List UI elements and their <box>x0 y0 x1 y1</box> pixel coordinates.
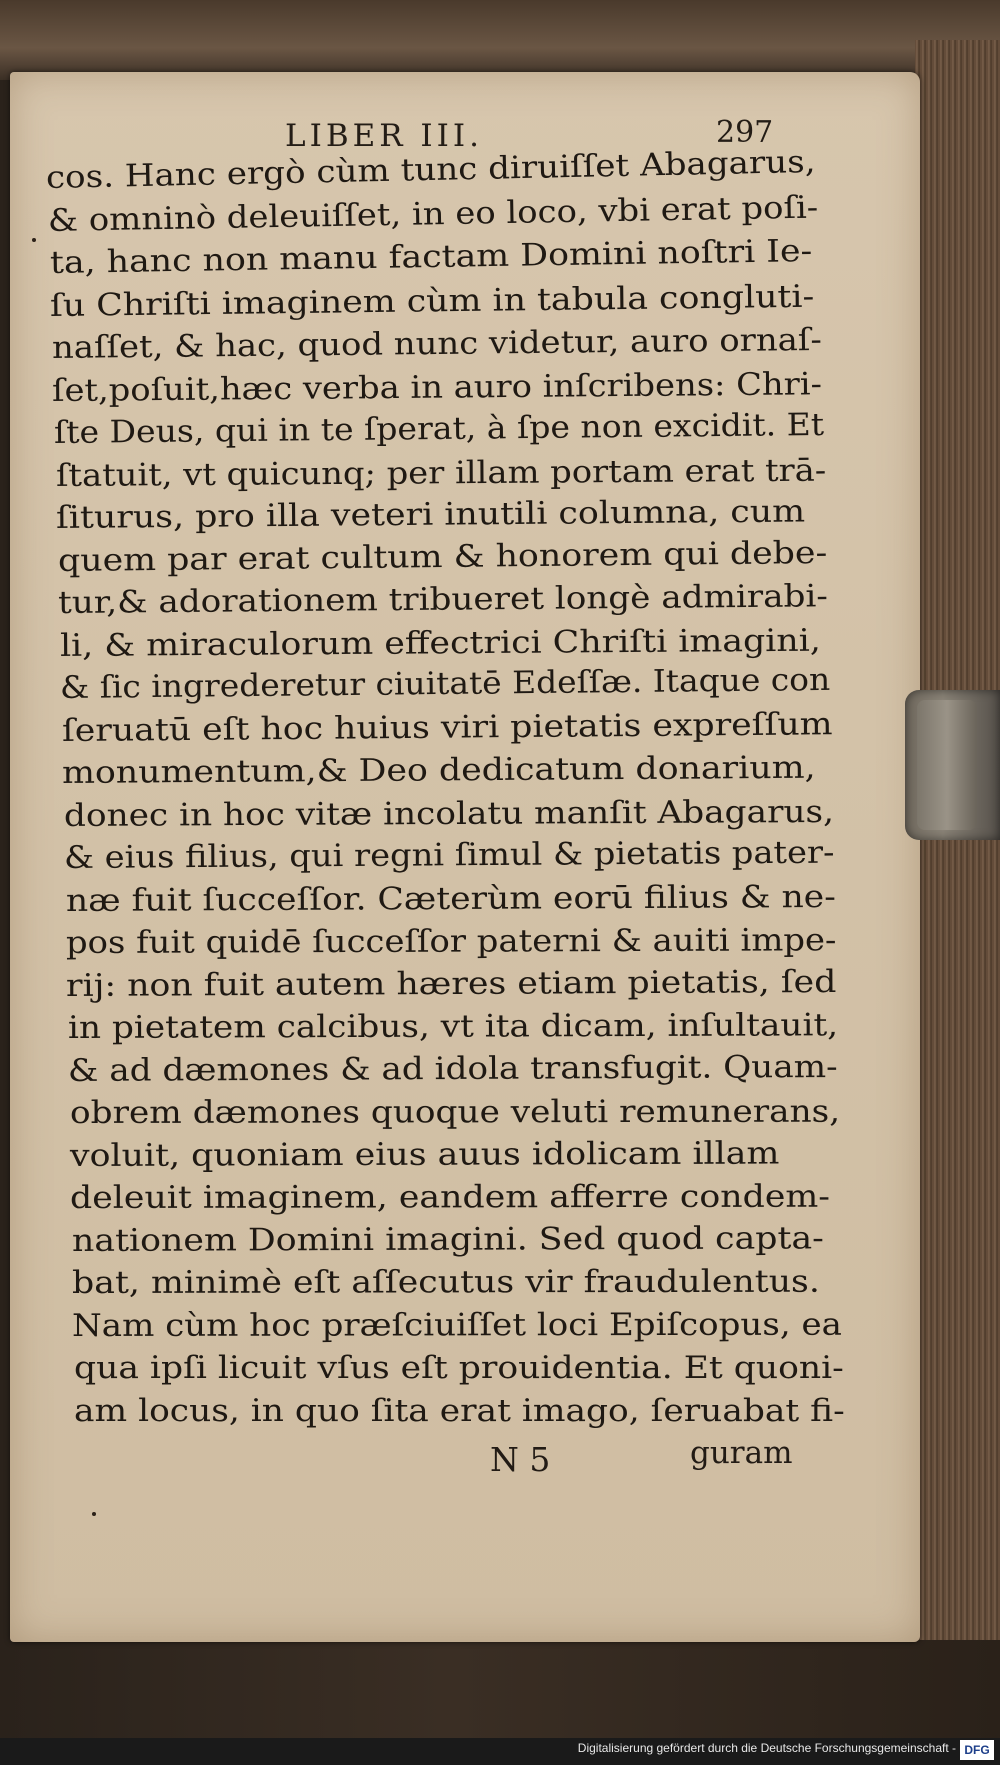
book-top-edge <box>0 0 1000 80</box>
text-line: ſet,poſuit,hæc verba in auro inſcribens: Chri- <box>51 365 823 409</box>
text-line: & ſic ingrederetur ciuitatē Edeſſæ. Itaque con <box>59 661 831 706</box>
text-line: deleuit imaginem, eandem afferre condem- <box>69 1178 831 1216</box>
text-line: voluit, quoniam eius auus idolicam illam <box>69 1135 780 1174</box>
text-line: obrem dæmones quoque veluti remunerans, <box>69 1093 841 1131</box>
clasp-plate <box>917 700 977 830</box>
text-line: ſte Deus, qui in te ſperat, à ſpe non excidit. Et <box>53 406 825 451</box>
text-line: cos. Hanc ergò cùm tunc diruiſſet Abagarus, <box>45 143 816 196</box>
text-line: am locus, in quo ſita erat imago, ſeruabat fi- <box>74 1392 845 1429</box>
text-line: naſſet, & hac, quod nunc videtur, auro ornaſ- <box>51 321 822 366</box>
text-line: ſu Chriſti imaginem cùm in tabula congluti- <box>49 278 815 324</box>
text-line: Nam cùm hoc præſciuiſſet loci Epiſcopus, ea <box>71 1306 842 1344</box>
text-line: qua ipſi licuit vſus eſt prouidentia. Et quoni- <box>74 1350 844 1386</box>
text-line: & omninò deleuiſſet, in eo loco, vbi erat poſi- <box>47 189 819 239</box>
text-line: bat, minimè eſt aſſecutus vir fraudulentus. <box>71 1263 820 1301</box>
text-line: quem par erat cultum & honorem qui debe- <box>57 534 828 579</box>
dfg-logo: DFG <box>960 1740 994 1760</box>
signature-mark: N 5 <box>490 1440 551 1479</box>
text-line: in pietatem calcibus, vt ita dicam, inſultauit, <box>67 1007 839 1046</box>
text-line: næ fuit ſucceſſor. Cæterùm eorū filius & ne- <box>65 878 836 919</box>
text-line: pos fuit quidē ſucceſſor paterni & auiti impe- <box>65 922 837 961</box>
text-line: ſeruatū eſt hoc huius viri pietatis expreſſum <box>61 705 833 749</box>
running-head: LIBER III. <box>285 118 484 154</box>
ink-speck <box>92 1512 96 1516</box>
text-line: ſtatuit, vt quicunq; per illam portam erat trā- <box>55 452 827 494</box>
text-line: ta, hanc non manu factam Domini noſtri Ie- <box>49 233 813 281</box>
text-line: rij: non fuit autem hæres etiam pietatis, ſed <box>65 963 837 1004</box>
text-line: donec in hoc vitæ incolatu manſit Abagarus, <box>63 793 835 834</box>
text-line: nationem Domini imagini. Sed quod capta- <box>71 1219 824 1259</box>
text-line: li, & miraculorum effectrici Chriſti imagini, <box>59 622 821 664</box>
ink-speck <box>32 238 36 242</box>
text-line: tur,& adorationem tribueret longè admirabi- <box>57 578 828 621</box>
catchword: guram <box>690 1435 793 1471</box>
text-line: ſiturus, pro illa veteri inutili columna, cum <box>55 493 806 536</box>
funding-credit: Digitalisierung gefördert durch die Deutsche Forschungsgemeinschaft - <box>577 1741 956 1755</box>
text-line: & eius filius, qui regni ſimul & pietatis pater- <box>63 834 835 876</box>
text-line: & ad dæmones & ad idola transfugit. Quam- <box>67 1048 838 1089</box>
clasp-icon <box>905 690 1000 840</box>
page-number: 297 <box>716 115 774 150</box>
text-line: monumentum,& Deo dedicatum donarium, <box>61 749 816 791</box>
book-fore-edge <box>915 40 1000 1640</box>
